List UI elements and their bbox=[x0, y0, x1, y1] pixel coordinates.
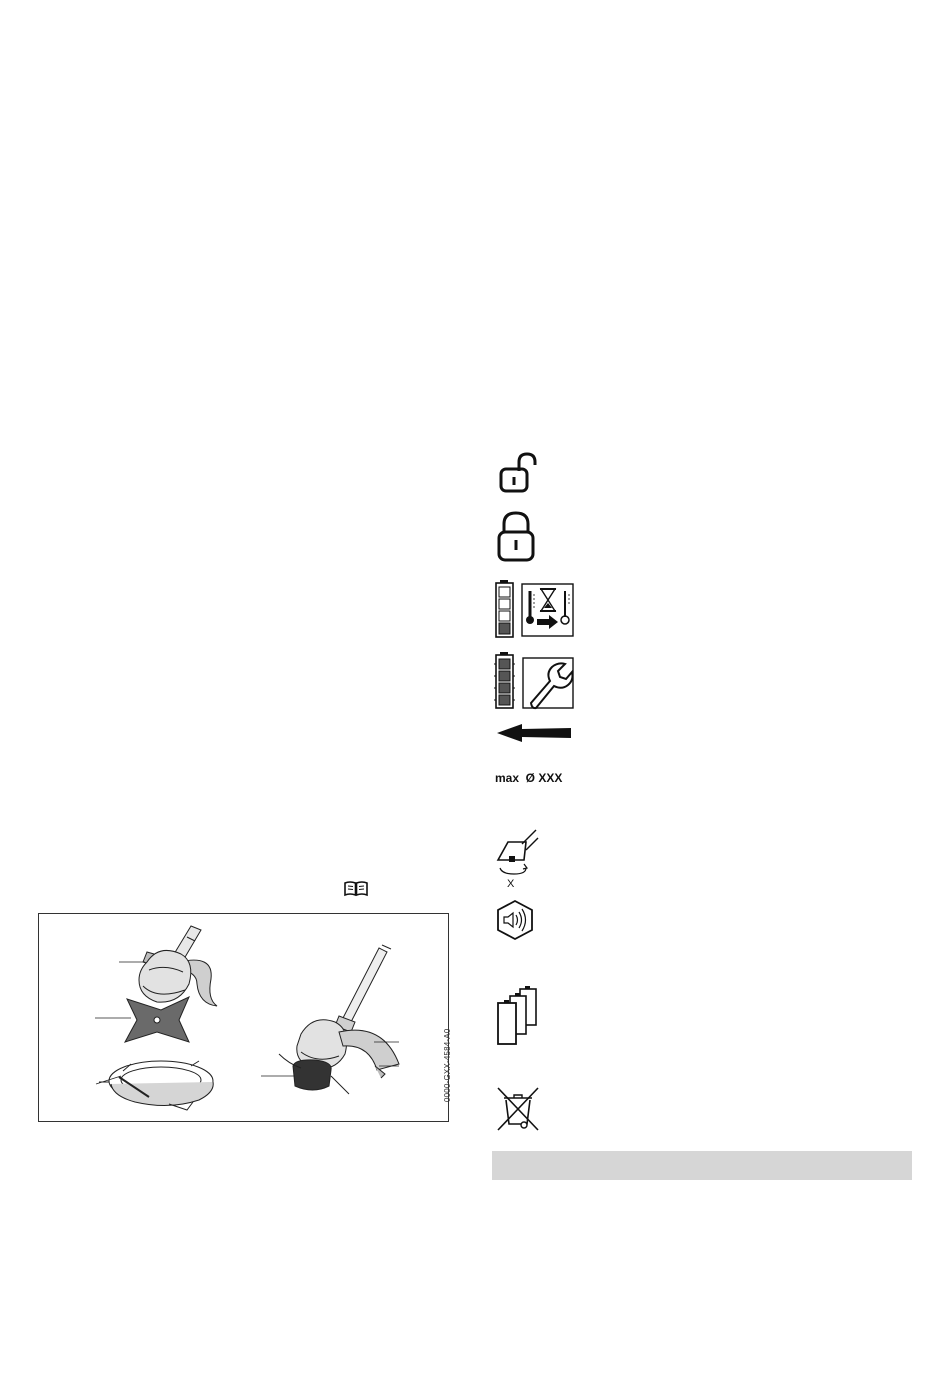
crossed-bin-icon bbox=[496, 1086, 540, 1132]
figure-code: 0000-GXX-4584-A0 bbox=[443, 1028, 452, 1102]
battery-cooldown-icon bbox=[494, 579, 576, 639]
rotation-lever-icon bbox=[496, 828, 540, 878]
unlocked-padlock-icon bbox=[496, 450, 540, 494]
product-figure bbox=[38, 913, 452, 1122]
battery-pack-icon bbox=[496, 984, 540, 1046]
section-bar bbox=[492, 1151, 912, 1180]
book-icon bbox=[344, 881, 368, 897]
locked-padlock-icon bbox=[496, 508, 536, 564]
rotation-x-label: X bbox=[507, 878, 515, 890]
hex-sound-icon bbox=[494, 899, 536, 941]
max-diameter-label: max Ø XXX bbox=[495, 771, 563, 785]
trimmer-illustration bbox=[39, 914, 450, 1123]
direction-arrow-icon bbox=[496, 722, 572, 744]
battery-service-wrench-icon bbox=[494, 651, 576, 711]
